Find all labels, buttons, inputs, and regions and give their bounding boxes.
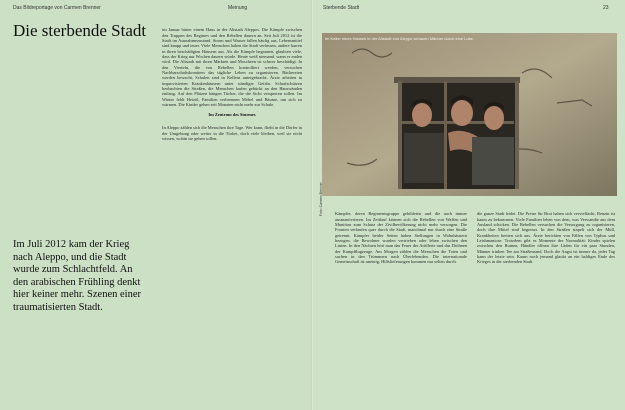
photo-men-in-hatch [322,33,617,196]
photo-caption: Im Keller eines Hauses in der Altstadt von Aleppo schauen Männer durch eine Luke. [325,36,474,41]
page-number: 23 [603,5,609,11]
body-text: im Januar hinter einem Haus in der Altstadt Aleppos. Die Kämpfe zwischen den Truppen des Regimes und den Rebellen dauern an. Seit Juli 2012 ist die Stadt im Ausnahmezustand. Strom und Wasser fallen häufig aus, Lebensmittel sind knapp und teuer. Viele Menschen haben die Stadt verlassen, andere harren in ihren beschädigten Häusern aus. Als die Kämpfe begannen, glaubten viele, dass der Krieg nur Wochen dauern würde. Heute weiß niemand, wann er enden wird. Die Altstadt mit ihren Märkten und Moscheen ist schwer beschädigt. In den Vierteln, die von Rebellen kontrolliert werden, versuchen Nachbarschaftskomitees das tägliche Leben zu organisieren. Bäckereien werden bewacht, Schulen sind in Kellern untergebracht. Ärzte arbeiten in improvisierten Krankenhäusern unter ständiger Gefahr. Scharfschützen beobachten die Straßen, die Menschen laufen gebückt an den Hauswänden entlang. Auf den Plätzen hängen Tücher, die die Sicht versperren sollen. Im Winter fehlt Heizöl, Familien verbrennen Möbel und Bäume, um sich zu wärmen. Die Kinder gehen seit Monaten nicht mehr zur Schule. [162,27,302,108]
lead-paragraph: Im Juli 2012 kam der Krieg nach Aleppo, und die Stadt wurde zum Schlachtfeld. An den arabischen Frühling denkt hier keiner mehr. Szenen einer traumatisierten Stadt. [13,239,141,313]
page-title: Die sterbende Stadt [13,21,147,40]
right-page [313,0,625,410]
body-text-tail: In Aleppo zählen sich die Menschen ihre Tage. Wer kann, flieht in die Dörfer in der Umgebung oder weiter in die Türkei, doch viele bleiben, weil sie nicht wissen, wohin sie gehen sollen. [162,125,302,141]
body-text: Kämpfer, deren Regimentsgruppe gebildeten und die auch immer ausmanövrieren. Im Zeitlauf können sich die Rebellen von Waffen und Munition zum Schutz der Zivilbevölkerung nicht mehr versorgen. Die Fronten verlaufen quer durch die Stadt, manchmal nur durch eine Straße getrennt. Kämpfer beider Seiten haben Stellungen in Wohnhäusern bezogen, die Bewohner wurden vertrieben oder leben zwischen den Linien. In den Nächten hört man das Feuer der Artillerie und das Dröhnen der Kampfflugzeuge. Am Morgen zählen die Menschen die Toten und suchen in den Trümmern nach Überlebenden. Die internationale Gemeinschaft ist uneinig, Hilfslieferungen kommen nur selten durch. [335,211,467,265]
body-column-2 [477,206,615,382]
section-label: Sterbende Stadt [323,5,360,11]
running-head: Das Bildreportage von Carmen Brenner [13,5,101,11]
photo-credit: Foto: Carmen Brenner [319,182,323,216]
subheading: Im Zentrum des Sturmes [208,111,256,117]
left-page [0,0,312,410]
body-text: die ganze Stadt leidet. Die Preise für Brot haben sich vervielfacht, Benzin ist kaum zu bekommen. Viele Familien leben von dem, was Verwandte aus dem Ausland schicken. Die Rebellen versuchen die Versorgung zu organisieren, doch ihre Mittel sind begrenzt. In den Straßen stapelt sich der Müll, Krankheiten breiten sich aus. Ärzte berichten von Fällen von Typhus und Leishmaniose. Trotzdem gibt es Momente der Normalität: Kinder spielen zwischen den Ruinen, Händler öffnen ihre Läden für ein paar Stunden, Männer trinken Tee am Straßenrand. Doch die Angst ist immer da, jeder Tag kann der letzte sein. Kaum noch jemand glaubt an ein baldiges Ende des Krieges in der sterbenden Stadt. [477,211,615,265]
section-label: Meinung [228,5,248,11]
photo-illustration [322,33,617,196]
body-column-1 [335,206,467,382]
body-column [162,22,302,376]
